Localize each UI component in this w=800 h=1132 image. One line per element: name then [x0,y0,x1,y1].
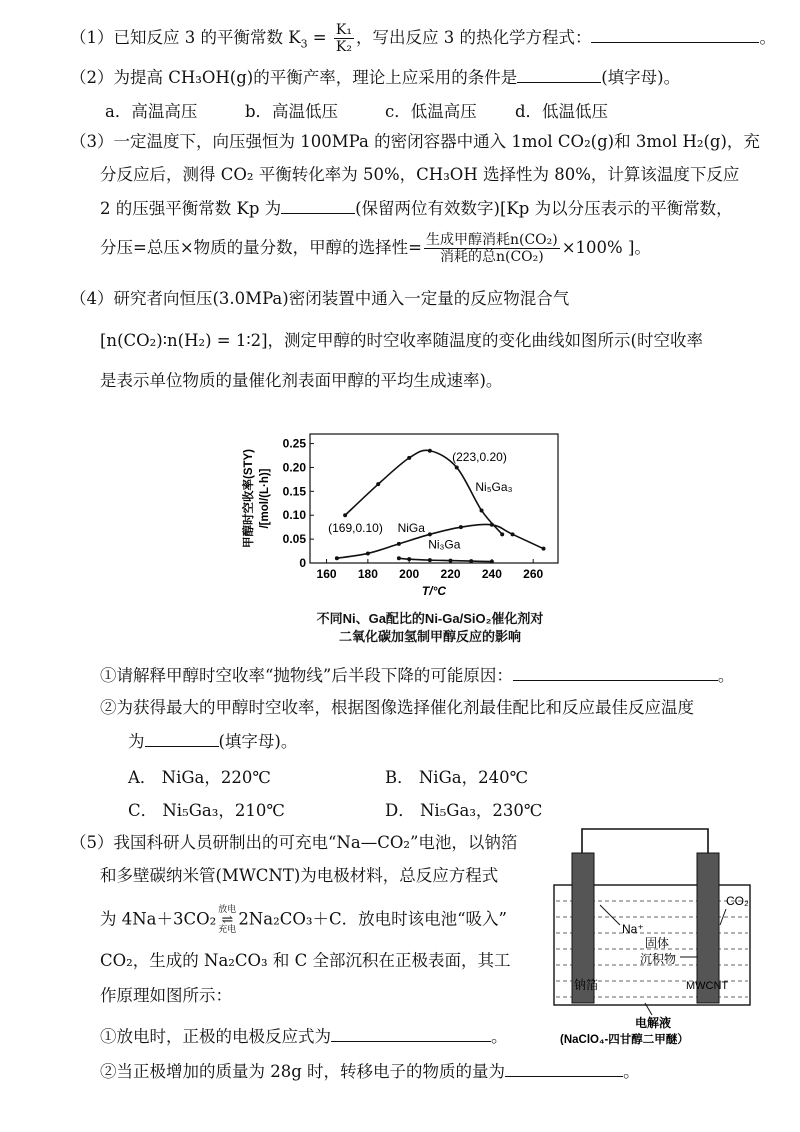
solid-deposit-label2: 沉积物 [640,952,677,966]
annotation-223: (223,0.20) [452,450,507,465]
y-tick-label: 0.15 [282,484,306,499]
q4-sub2-line: ②为获得最大的甲醇时空收率，根据图像选择催化剂最佳配比和反应最佳反应温度 [100,698,694,717]
q2-suffix: (填字母)。 [601,68,681,87]
q2-option-d: d．低温低压 [515,102,609,121]
q5-arrow-glyph: ⇌ [221,912,234,928]
x-tick-label: 220 [440,567,461,581]
electrolyte-label: 电解液 [635,1016,672,1030]
q4-sub1-end: 。 [717,666,735,685]
x-tick-label: 180 [357,567,378,581]
x-tick-label: 200 [399,567,420,581]
series-point-0 [376,482,380,486]
x-tick-label: 260 [523,567,544,581]
q5-sub2-line [100,1060,770,1083]
q2-answer-blank[interactable] [517,66,601,83]
q5-sub1-blank[interactable] [331,1025,491,1042]
q3-line3b: (保留两位有效数字)[Kp 为以分压表示的平衡常数， [355,199,733,218]
q4-sub2-wei: 为 [128,732,145,751]
q3-line3a: 2 的压强平衡常数 Kp 为 [100,199,282,218]
annotation-169: (169,0.10) [328,520,383,535]
q4-option-b: B． NiGa，240℃ [385,768,529,787]
q5-sub2-text: ②当正极增加的质量为 28g 时，转移电子的物质的量为 [100,1062,506,1081]
series-line-2 [399,558,492,561]
q5-arrow-bottom: 充电 [218,925,237,935]
series-point-1 [366,551,370,555]
q2-line [70,66,770,89]
q1-fraction [334,22,354,55]
q5-line5: 作原理如图所示： [100,986,232,1005]
q1-suffix: ，写出反应 3 的热化学方程式： [355,28,592,47]
q1-prefix: （1）已知反应 3 的平衡常数 K [70,28,301,47]
y-tick-label: 0 [299,556,306,570]
series-point-1 [542,547,546,551]
y-tick-label: 0.25 [282,436,306,451]
series-point-0 [500,532,504,536]
q5-line4: CO₂，生成的 Na₂CO₃ 和 C 全部沉积在正极表面，其工 [100,951,511,970]
q1-line [70,22,776,55]
q3-frac-den: 消耗的总n(CO₂) [439,249,544,265]
solid-deposit-label1: 固体 [645,936,670,950]
y-axis-unit-label: /[mol/(L·h)] [259,468,271,529]
na-ion-leader [600,905,620,925]
q5-arrow-top: 放电 [218,905,237,915]
q5-line1: （5）我国科研人员研制出的可充电“Na—CO₂”电池，以钠箔 [70,833,518,852]
q4-sub1-text: ①请解释甲醇时空收率“抛物线”后半段下降的可能原因： [100,666,513,685]
series-name-ni5ga3: Ni₅Ga₃ [475,479,513,494]
series-point-1 [459,525,463,529]
y-tick-label: 0.05 [282,532,306,547]
q4-sub2-line2 [128,730,770,753]
series-point-0 [428,449,432,453]
q5-sub1-end: 。 [491,1027,508,1046]
chart-caption-line2: 二氧化碳加氢制甲醇反应的影响 [338,629,521,644]
series-point-2 [407,557,411,561]
series-point-2 [449,559,453,563]
q5-line3a: 为 4Na＋3CO₂ [100,909,217,929]
q4-sub2-blank[interactable] [145,730,219,747]
q3-selectivity-fraction [424,232,560,265]
q3-line4b: ×100% ]。 [561,238,651,257]
q4-line2: [n(CO₂)∶n(H₂) = 1∶2]，测定甲醇的时空收率随温度的变化曲线如图所示(时空收率 [100,331,703,350]
q4-sub2-suffix: (填字母)。 [218,732,298,751]
x-tick-label: 160 [316,567,337,581]
q4-line1: （4）研究者向恒压(3.0MPa)密闭装置中通入一定量的反应物混合气 [70,289,570,308]
q4-option-d: D． Ni₅Ga₃，230℃ [385,801,543,820]
series-point-0 [480,508,484,512]
series-point-2 [490,560,494,564]
chart-axes [241,434,558,598]
series-point-0 [343,513,347,517]
q1-answer-blank[interactable] [591,26,759,43]
q5-reversible-arrow [218,905,236,935]
series-point-1 [490,523,494,527]
q1-sub: 3 [300,37,308,51]
series-name-niga: NiGa [397,520,425,535]
q4-option-a: A． NiGa，220℃ [128,768,271,787]
sodium-foil-label: 钠箔 [574,978,599,992]
q3-line1: （3）一定温度下，向压强恒为 100MPa 的密闭容器中通入 1mol CO₂(g)和 3mol H₂(g)，充 [70,132,760,151]
series-point-1 [335,556,339,560]
q4-option-c: C． Ni₅Ga₃，210℃ [128,801,285,820]
q3-line4 [100,232,770,265]
q1-end: 。 [759,28,776,47]
q3-frac-num: 生成甲醇消耗n(CO₂) [425,232,558,248]
q3-line2: 分反应后，测得 CO₂ 平衡转化率为 50%，CH₃OH 选择性为 80%，计算该温度下反应 [100,165,740,184]
na-ion-label: Na⁺ [622,922,644,936]
external-wire [582,829,708,853]
q1-frac-den: K₂ [335,39,352,55]
q2-option-a: a．高温高压 [105,102,198,121]
x-axis-label: T/°C [421,584,447,598]
q2-option-b: b．高温低压 [245,102,339,121]
q3-line4a: 分压=总压×物质的量分数，甲醇的选择性= [100,238,422,257]
x-tick-label: 240 [481,567,502,581]
q4-sub1-blank[interactable] [513,664,718,681]
q5-line3b: 2Na₂CO₃＋C．放电时该电池“吸入” [238,909,507,929]
q1-eq: = [307,28,332,47]
q4-sub1-line [100,664,770,687]
y-tick-label: 0.20 [282,460,306,475]
q5-line2: 和多壁碳纳米管(MWCNT)为电极材料，总反应方程式 [100,866,499,885]
series-point-0 [455,465,459,469]
series-point-1 [428,532,432,536]
co2-label: CO₂ [726,894,749,908]
q5-sub2-end: 。 [623,1062,640,1081]
series-point-1 [397,542,401,546]
y-axis-label: 甲醇时空收率(STY) [243,448,255,549]
q2-text: （2）为提高 CH₃OH(g)的平衡产率，理论上应采用的条件是 [70,68,518,87]
q1-frac-num: K₁ [335,22,352,38]
y-tick-label: 0.10 [282,508,306,523]
electrolyte-detail-label: (NaClO₄-四甘醇二甲醚） [560,1034,689,1045]
na-co2-battery-diagram [540,825,760,1045]
mwcnt-label: MWCNT [686,980,729,992]
q3-answer-blank[interactable] [281,197,355,214]
q3-line3 [100,197,770,220]
series-point-2 [469,559,473,563]
q5-sub2-blank[interactable] [505,1060,623,1077]
chart-caption-line1: 不同Ni、Ga配比的Ni-Ga/SiO₂催化剂对 [316,611,544,626]
q5-sub1-text: ①放电时，正极的电极反应式为 [100,1027,331,1046]
series-point-2 [428,558,432,562]
series-point-0 [407,456,411,460]
q2-option-c: c．低温高压 [385,102,477,121]
series-point-2 [397,556,401,560]
q4-line3: 是表示单位物质的量催化剂表面甲醇的平均生成速率)。 [100,371,503,390]
series-point-1 [511,532,515,536]
series-name-ni3ga: Ni₃Ga [428,537,461,552]
